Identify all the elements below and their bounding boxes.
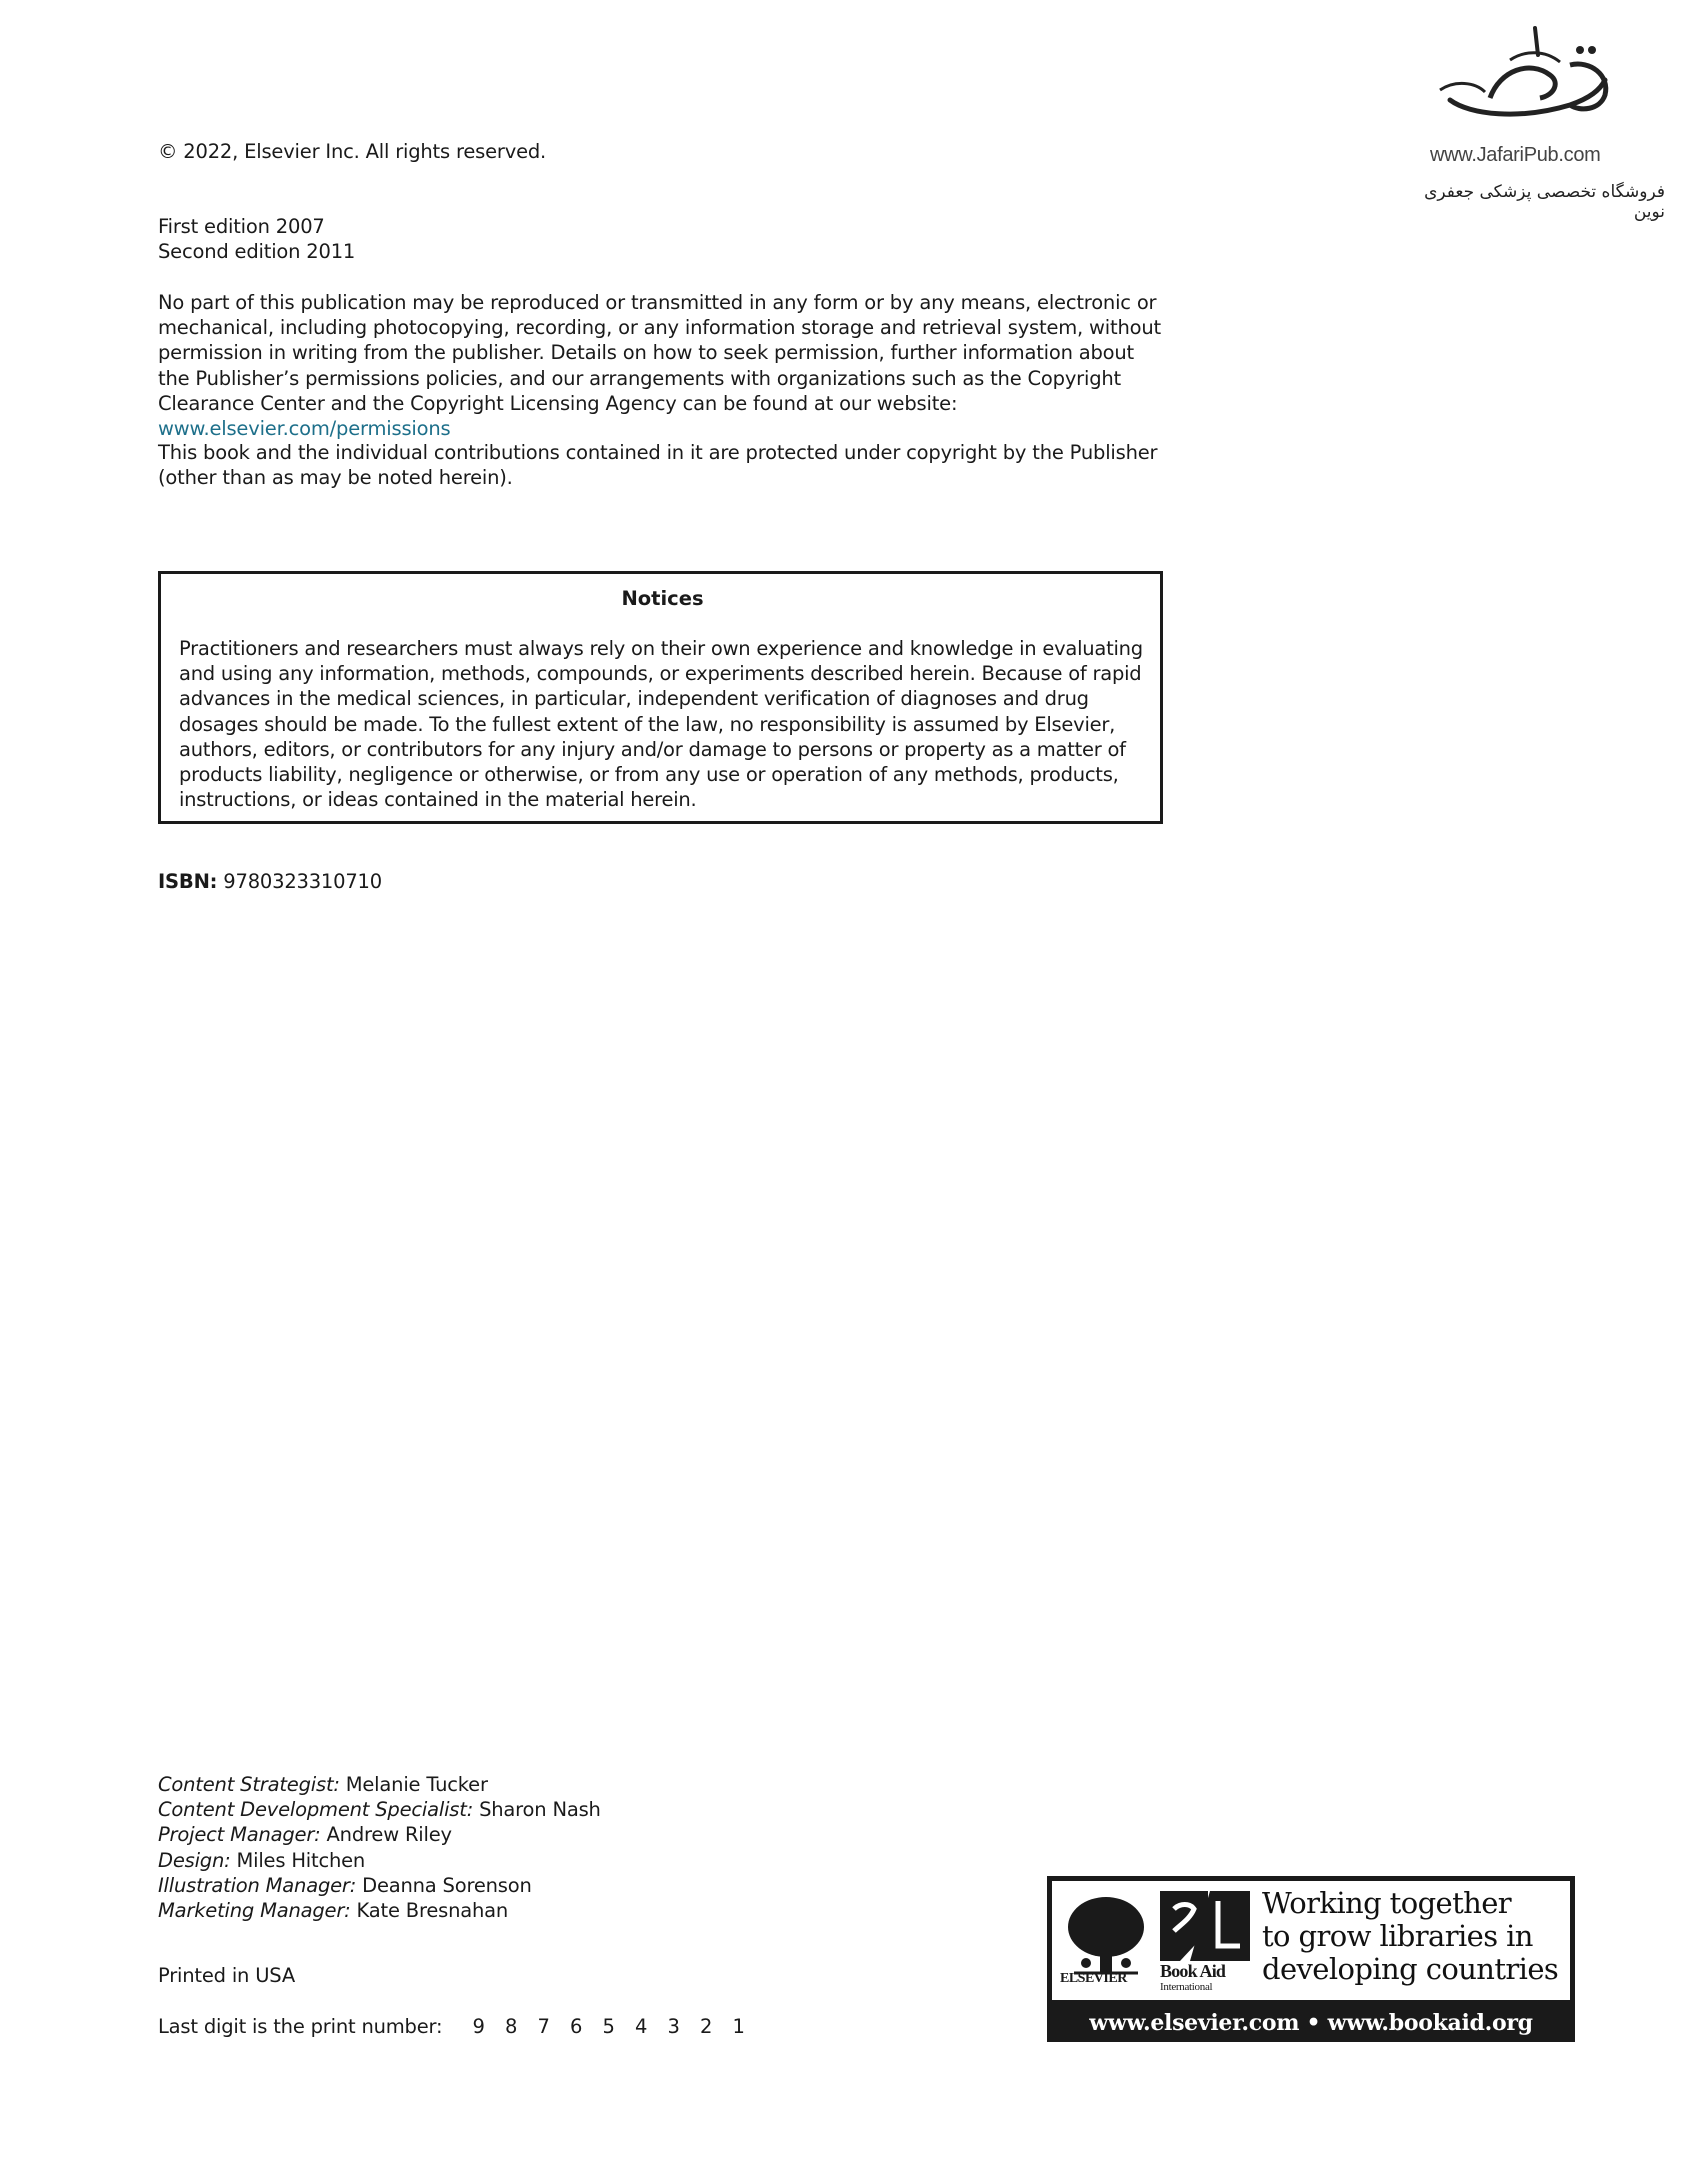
calligraphy-logo-icon xyxy=(1430,20,1640,135)
print-digit: 4 xyxy=(635,2015,648,2038)
bookaid-sub-label: International xyxy=(1160,1981,1213,1993)
credit-project-manager: Project Manager: Andrew Riley xyxy=(158,1823,452,1847)
print-digit: 6 xyxy=(570,2015,583,2038)
second-edition: Second edition 2011 xyxy=(158,240,356,264)
credits-list xyxy=(158,1772,601,1923)
notices-box xyxy=(158,571,1163,824)
isbn-label: ISBN: xyxy=(158,870,218,893)
print-number-line xyxy=(158,2014,755,2039)
logo-tagline: فروشگاه تخصصی پزشکی جعفری نوین xyxy=(1424,182,1665,222)
print-digit: 7 xyxy=(537,2015,550,2038)
rights-text: No part of this publication may be reproduced or transmitted in any form or by any means, electronic or mechanical, including photocopying, recording, or any information storage and retrieval system, without permission in writing from the publisher. Details on how to seek permission, further information about the Publisher’s permissions policies, and our arrangements with organizations such as the Copyright Clearance Center and the Copyright Licensing Agency can be found at our website: xyxy=(158,291,1161,415)
print-number-label: Last digit is the print number: xyxy=(158,2015,443,2038)
permissions-link[interactable]: www.elsevier.com/permissions xyxy=(158,417,451,441)
print-digit: 1 xyxy=(732,2015,745,2038)
print-digit: 2 xyxy=(700,2015,713,2038)
bookaid-label: Book Aid xyxy=(1160,1961,1226,1981)
slogan-line: Working together xyxy=(1262,1886,1512,1920)
credit-illustration-manager: Illustration Manager: Deanna Sorenson xyxy=(158,1873,532,1897)
notices-body: Practitioners and researchers must always rely on their own experience and knowledge in evaluating and using any information, methods, compounds, or experiments described herein. Because of rapid advances in the medical sciences, in particular, independent verification of diagnoses and drug dosages should be made. To the fullest extent of the law, no responsibility is assumed by Elsevier, authors, editors, or contributors for any injury and/or damage to persons or property as a matter of products liability, negligence or otherwise, or from any use or operation of any methods, products, instructions, or ideas contained in the material herein. xyxy=(179,637,1143,812)
print-digits xyxy=(462,2014,755,2039)
elsevier-label: ELSEVIER xyxy=(1060,1971,1127,1986)
copyright-line: © 2022, Elsevier Inc. All rights reserved. xyxy=(158,140,547,163)
print-digit: 5 xyxy=(602,2015,615,2038)
print-digit: 3 xyxy=(667,2015,680,2038)
editions xyxy=(158,214,355,264)
slogan-line: to grow libraries in xyxy=(1262,1919,1533,1953)
rights-paragraph xyxy=(158,290,1168,441)
bookaid-advert xyxy=(1047,1876,1575,2042)
isbn-line xyxy=(158,869,382,894)
protected-paragraph: This book and the individual contributions contained in it are protected under copyright by the Publisher (other than as may be noted herein). xyxy=(158,441,1158,490)
advert-slogan xyxy=(1262,1887,1562,1986)
isbn-value: 9780323310710 xyxy=(223,870,382,893)
first-edition: First edition 2007 xyxy=(158,215,325,238)
printed-in: Printed in USA xyxy=(158,1964,295,1987)
advert-panel xyxy=(1052,1881,1570,2000)
jafaripub-logo xyxy=(1390,20,1690,222)
print-digit: 8 xyxy=(505,2015,518,2038)
credit-content-development: Content Development Specialist: Sharon Nash xyxy=(158,1798,601,1822)
notices-title: Notices xyxy=(621,587,704,610)
credit-design: Design: Miles Hitchen xyxy=(158,1848,366,1872)
credit-marketing-manager: Marketing Manager: Kate Bresnahan xyxy=(158,1899,509,1923)
print-digit: 9 xyxy=(472,2015,485,2038)
slogan-line: developing countries xyxy=(1262,1952,1559,1986)
credit-content-strategist: Content Strategist: Melanie Tucker xyxy=(158,1773,488,1796)
advert-urls[interactable]: www.elsevier.com • www.bookaid.org xyxy=(1089,2010,1533,2036)
logo-url[interactable]: www.JafariPub.com xyxy=(1430,144,1601,166)
